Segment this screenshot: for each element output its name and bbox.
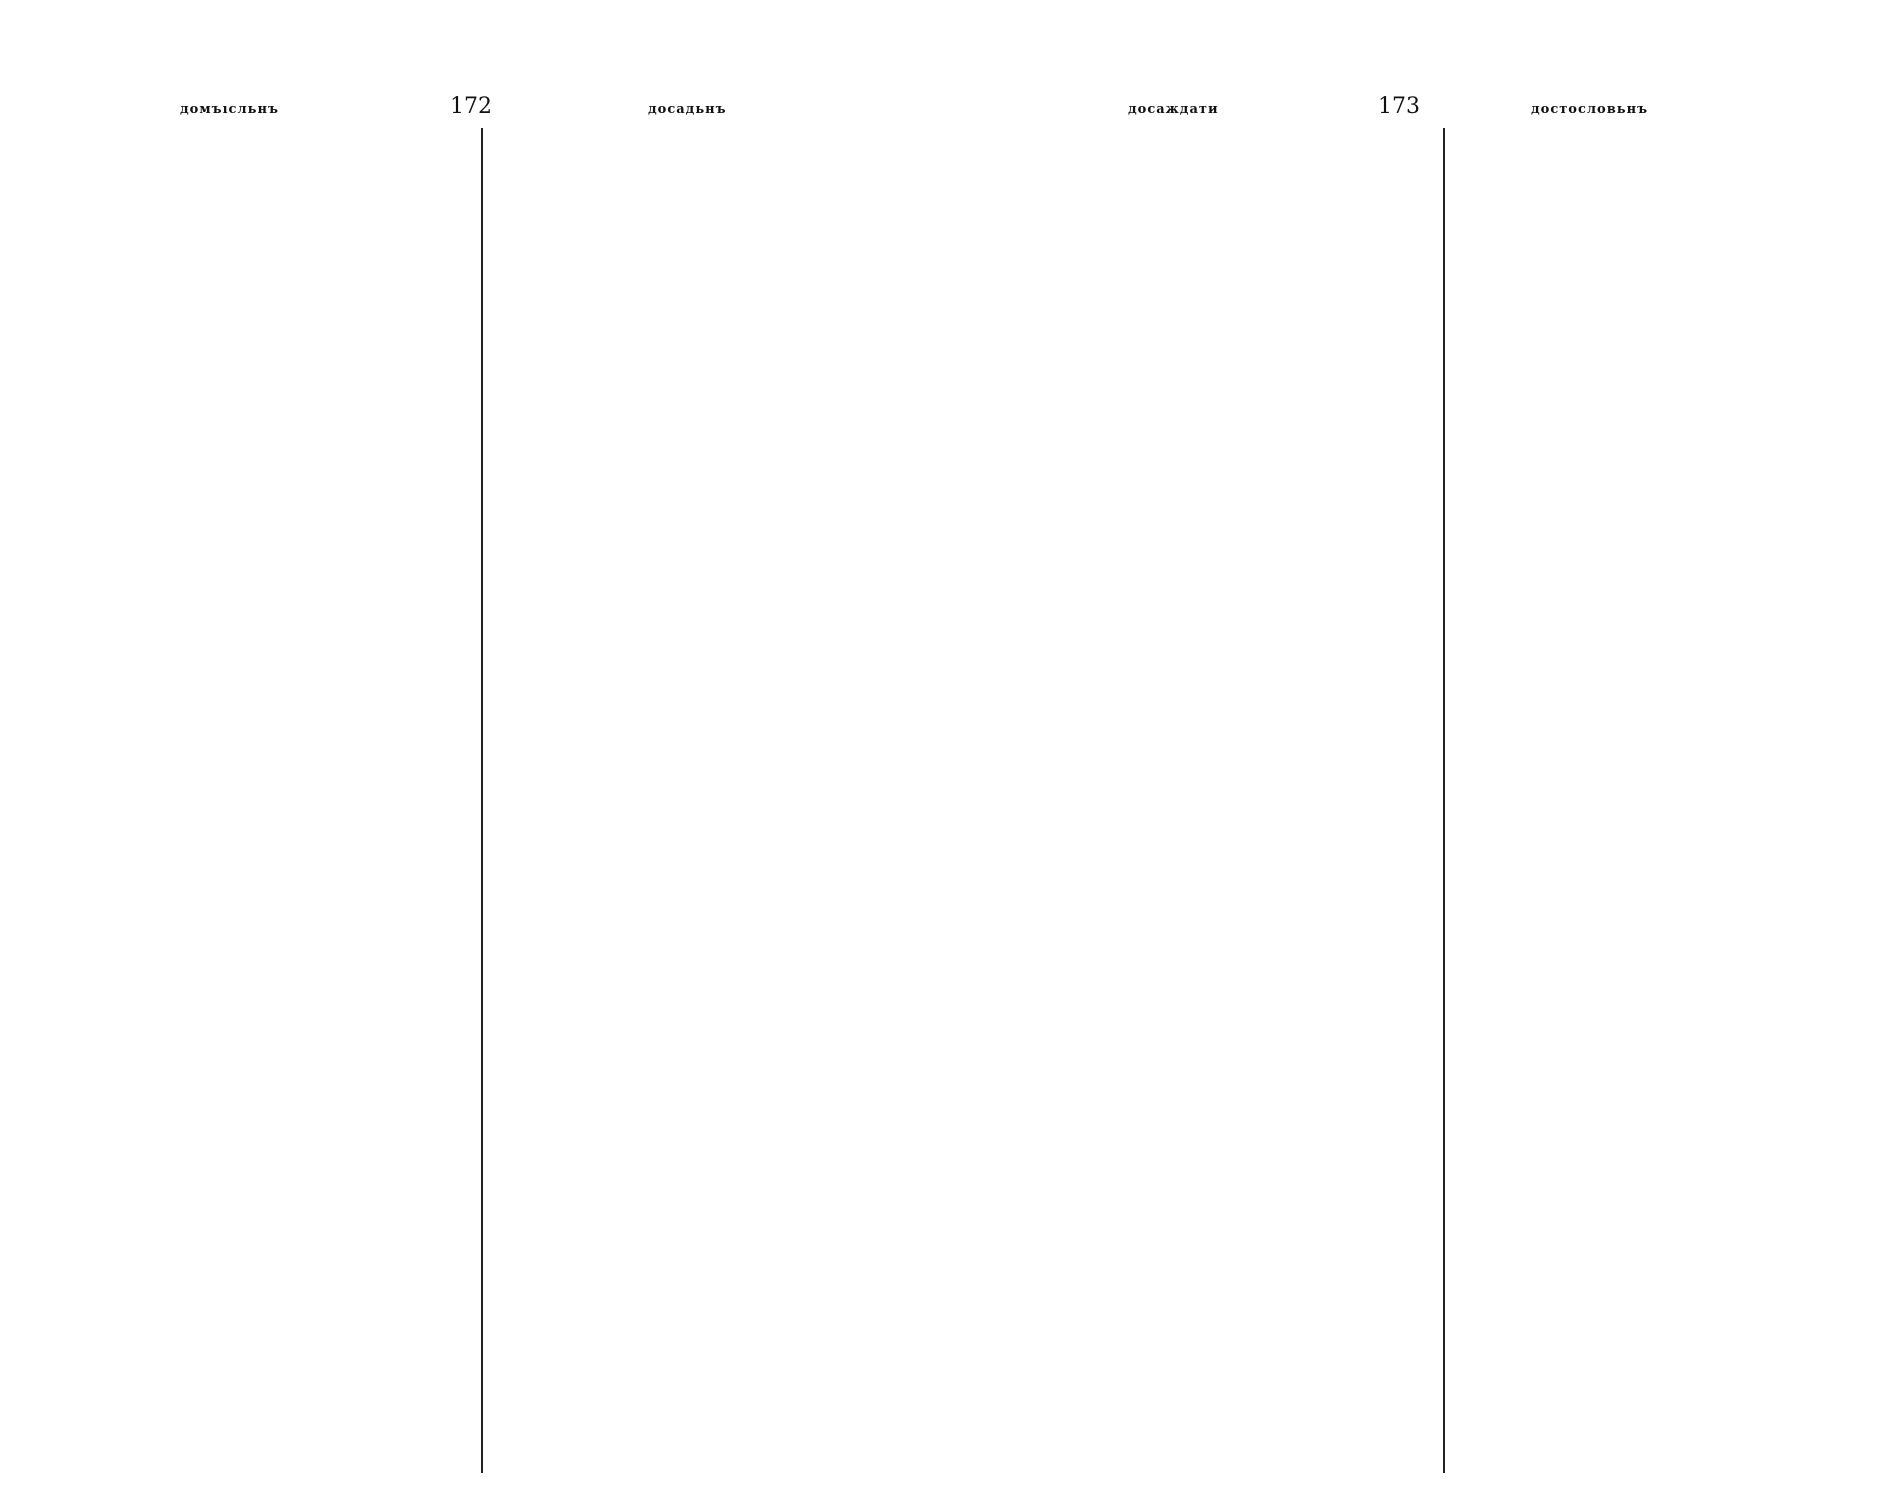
column-right: [1457, 130, 1887, 1475]
page-number: 172: [450, 94, 492, 119]
running-head-right: достословьнъ: [1531, 102, 1649, 117]
running-head: [1031, 88, 1891, 118]
running-head-right: досадьнъ: [648, 102, 727, 117]
column-divider: [481, 128, 483, 1473]
column-right: [494, 130, 924, 1475]
column-divider: [1443, 128, 1445, 1473]
page-number: 173: [1378, 94, 1420, 119]
running-head-left: домъıсльнъ: [180, 102, 279, 117]
column-left: [60, 130, 470, 1475]
running-head: [60, 88, 940, 118]
running-head-left: досаждати: [1128, 102, 1219, 117]
column-left: [1031, 130, 1429, 1475]
page-173: [951, 0, 1902, 1500]
